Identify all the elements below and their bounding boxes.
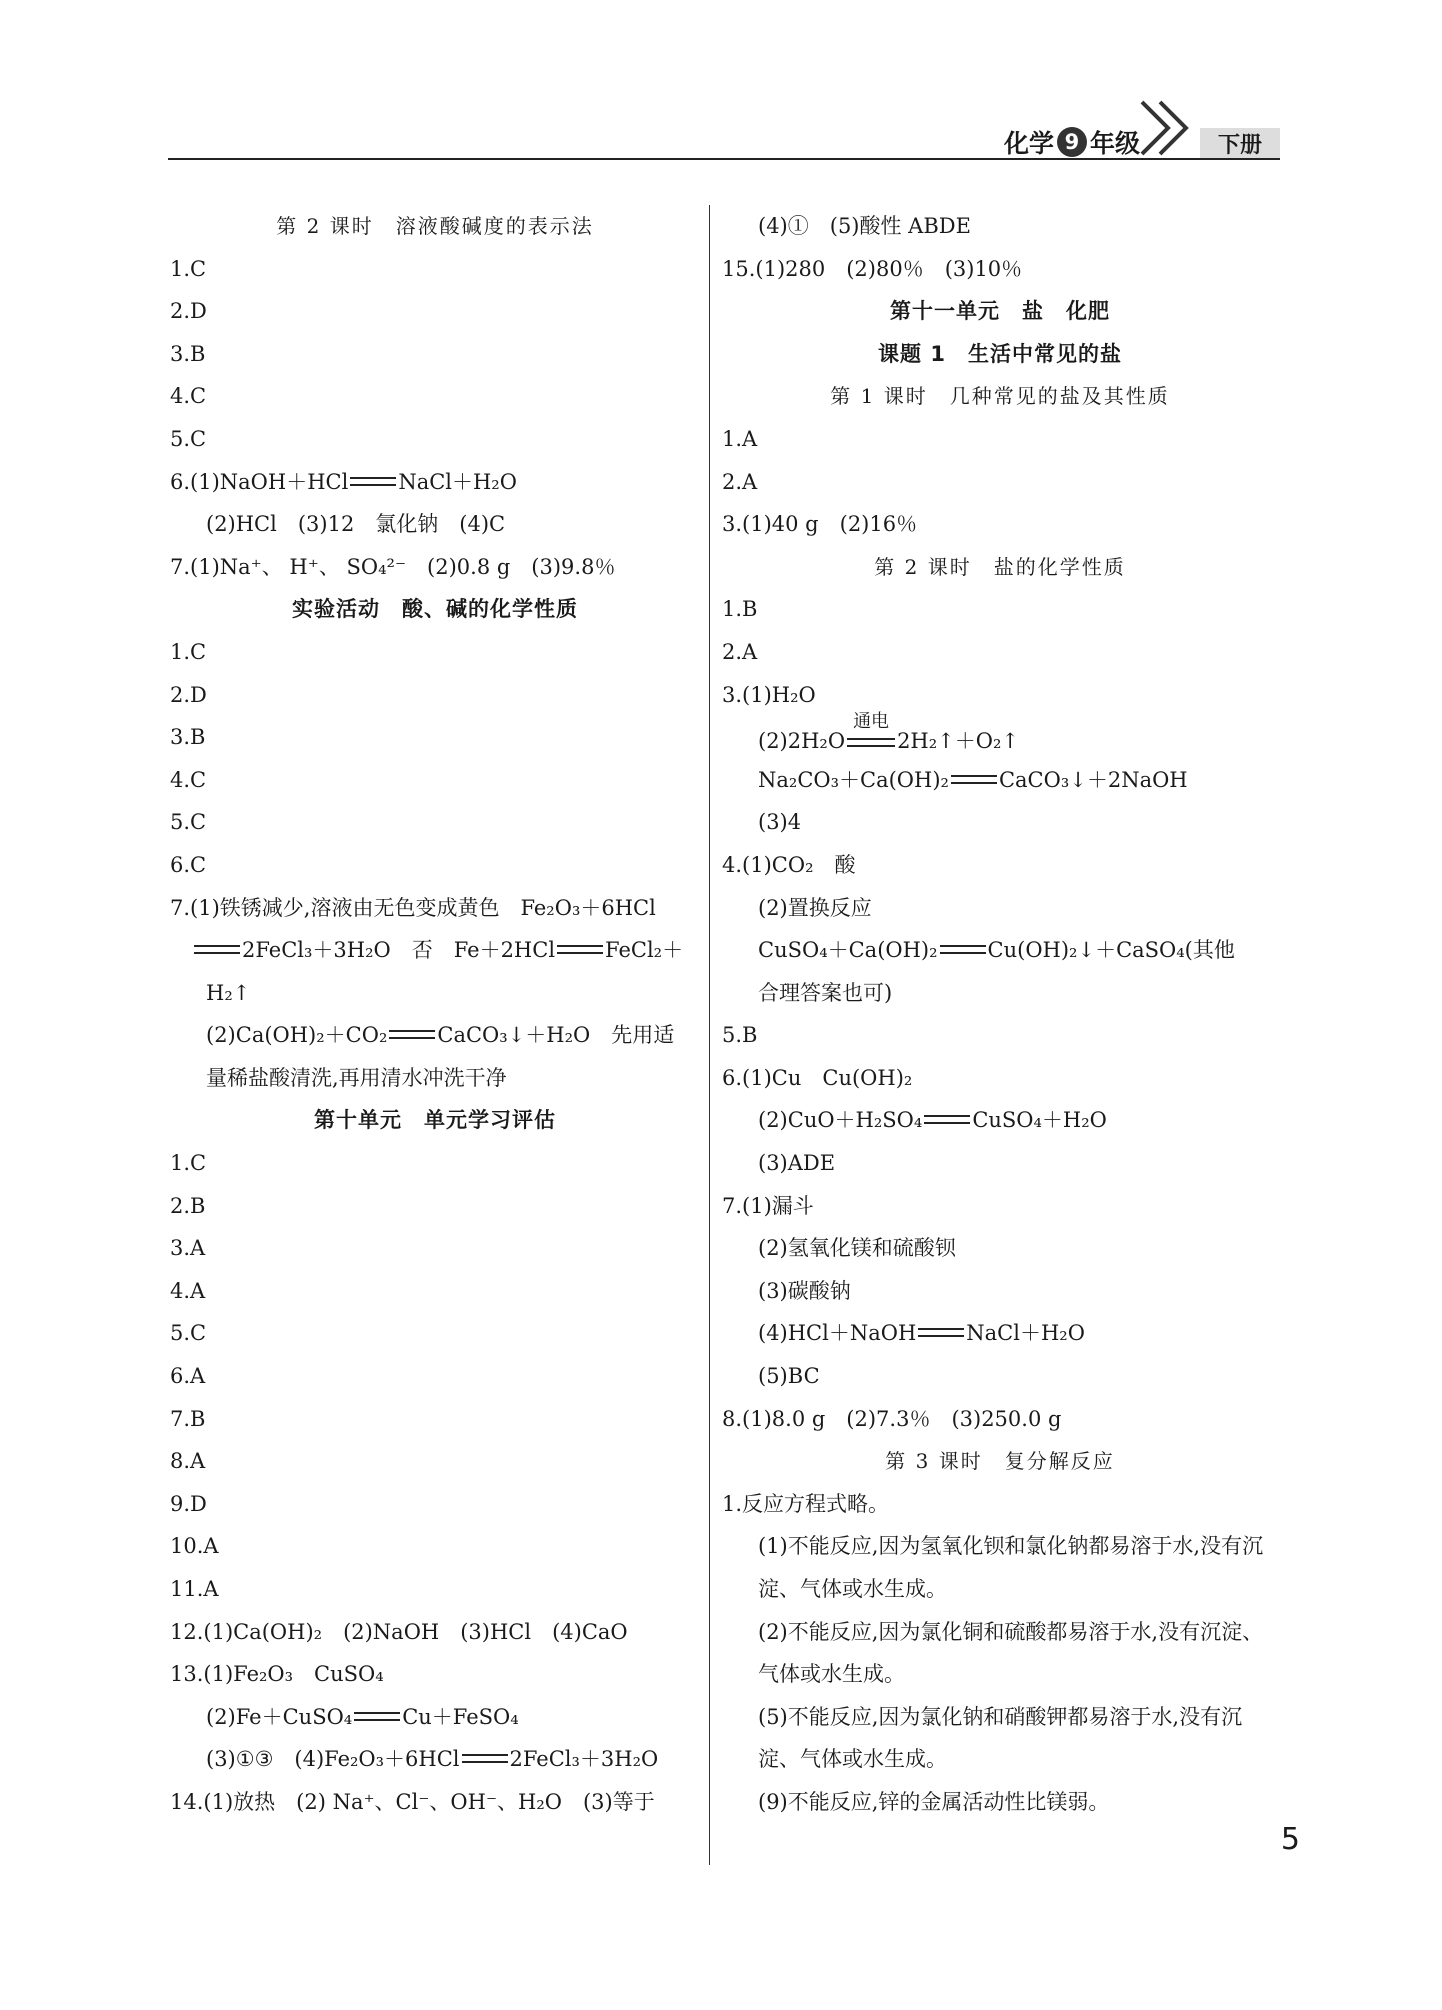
section-heading: 实验活动 酸、碱的化学性质 xyxy=(292,597,578,622)
header-rule xyxy=(168,158,1280,160)
answer-line: CuSO₄＋Ca(OH)₂ Cu(OH)₂↓＋CaSO₄(其他 xyxy=(758,938,1235,963)
answer-line: (2)Ca(OH)₂＋CO₂ CaCO₃↓＋H₂O 先用适 xyxy=(206,1023,675,1048)
answer-line: 2.B xyxy=(170,1193,206,1218)
answer-line: 5.B xyxy=(722,1023,758,1048)
answer-line: 7.B xyxy=(170,1406,206,1431)
answer-line: (2)置换反应 xyxy=(758,895,872,920)
grade-badge: 9 xyxy=(1057,127,1087,157)
answer-line: (2)CuO＋H₂SO₄ CuSO₄＋H₂O xyxy=(758,1108,1107,1133)
answer-line: 6.C xyxy=(170,852,207,877)
answer-line: (2)氢氧化镁和硫酸钡 xyxy=(758,1236,956,1261)
reaction-condition: 通电 xyxy=(853,711,890,733)
answer-line: 3.B xyxy=(170,341,206,366)
answer-line: 12.(1)Ca(OH)₂ (2)NaOH (3)HCl (4)CaO xyxy=(170,1619,628,1644)
answer-line: 8.(1)8.0 g (2)7.3％ (3)250.0 g xyxy=(722,1406,1062,1431)
answer-line: 2.D xyxy=(170,682,207,707)
answer-line: 3.B xyxy=(170,725,206,750)
answer-line: 4.A xyxy=(170,1278,206,1303)
answer-line: 4.C xyxy=(170,384,207,409)
answer-line: 1.反应方程式略。 xyxy=(722,1491,890,1516)
answer-line: (5)BC xyxy=(758,1364,820,1389)
answer-line: 1.C xyxy=(170,1151,207,1176)
page-number: 5 xyxy=(1280,1822,1300,1857)
double-chevron-icon xyxy=(1136,98,1198,160)
answer-line: 1.B xyxy=(722,597,758,622)
grade-label: 年级 xyxy=(1089,129,1140,158)
answer-line: Na₂CO₃＋Ca(OH)₂ CaCO₃↓＋2NaOH xyxy=(758,767,1188,792)
unit-heading: 第十一单元 盐 化肥 xyxy=(890,299,1110,324)
answer-line: 6.(1)Cu Cu(OH)₂ xyxy=(722,1065,913,1090)
lesson-title: 第 1 课时 几种常见的盐及其性质 xyxy=(830,384,1170,409)
answer-line: 2FeCl₃＋3H₂O 否 Fe＋2HCl FeCl₂＋ xyxy=(170,929,700,972)
answer-line: 3.(1)H₂O xyxy=(722,682,816,707)
answer-line: (3)碳酸钠 xyxy=(758,1278,851,1303)
answer-line: (2)HCl (3)12 氯化钠 (4)C xyxy=(206,512,506,537)
answer-paragraph: (2)不能反应,因为氯化铜和硫酸都易溶于水,没有沉淀、气体或水生成。 xyxy=(758,1619,1264,1687)
lesson-title: 第 2 课时 溶液酸碱度的表示法 xyxy=(276,214,594,238)
volume-label: 下册 xyxy=(1200,128,1280,158)
answer-line: (2)2H₂O 通电 2H₂↑＋O₂↑ xyxy=(758,711,1019,754)
answer-line: 8.A xyxy=(170,1449,206,1474)
answer-line: 1.A xyxy=(722,426,758,451)
answer-line: H₂↑ xyxy=(206,980,251,1005)
answer-line: 7.(1)铁锈减少,溶液由无色变成黄色 Fe₂O₃＋6HCl xyxy=(170,895,656,920)
answer-line: 11.A xyxy=(170,1577,219,1601)
answer-line: 2.A xyxy=(722,639,758,664)
answer-line: 9.D xyxy=(170,1491,207,1516)
answer-line: 7.(1)Na⁺、 H⁺、 SO₄²⁻ (2)0.8 g (3)9.8％ xyxy=(170,554,616,579)
answer-line: (4)HCl＋NaOH NaCl＋H₂O xyxy=(758,1321,1085,1346)
answer-line: 5.C xyxy=(170,426,207,451)
answer-line: 合理答案也可) xyxy=(758,980,893,1005)
page-header xyxy=(168,120,1280,160)
lesson-title: 第 3 课时 复分解反应 xyxy=(885,1449,1115,1474)
answer-line: 3.(1)40 g (2)16％ xyxy=(722,512,918,537)
section-heading: 第十单元 单元学习评估 xyxy=(314,1108,556,1133)
answer-paragraph: (5)不能反应,因为氯化钠和硝酸钾都易溶于水,没有沉淀、气体或水生成。 xyxy=(758,1704,1243,1772)
left-column xyxy=(170,205,700,1824)
answer-line: 13.(1)Fe₂O₃ CuSO₄ xyxy=(170,1662,384,1687)
answer-line: 2.D xyxy=(170,299,207,324)
answer-line: 14.(1)放热 (2) Na⁺、Cl⁻、OH⁻、H₂O (3)等于 xyxy=(170,1789,655,1814)
answer-line: 4.C xyxy=(170,767,207,792)
topic-heading: 课题 1 生活中常见的盐 xyxy=(878,341,1122,366)
answer-line: 7.(1)漏斗 xyxy=(722,1193,814,1218)
right-column xyxy=(722,205,1278,1824)
answer-line: (4)① (5)酸性 ABDE xyxy=(758,214,971,238)
answer-line: 2.A xyxy=(722,469,758,494)
column-divider xyxy=(709,205,710,1865)
answer-paragraph: (1)不能反应,因为氢氧化钡和氯化钠都易溶于水,没有沉淀、气体或水生成。 xyxy=(758,1534,1264,1601)
answer-line: 15.(1)280 (2)80％ (3)10％ xyxy=(722,256,1023,281)
answer-line: 量稀盐酸清洗,再用清水冲洗干净 xyxy=(206,1065,507,1090)
answer-line: 1.C xyxy=(170,256,207,281)
answer-line: 1.C xyxy=(170,639,207,664)
answer-line: 5.C xyxy=(170,810,207,835)
subject-label: 化学 xyxy=(1003,129,1054,158)
answer-line: (3)ADE xyxy=(758,1151,836,1176)
answer-line: 4.(1)CO₂ 酸 xyxy=(722,852,856,877)
answer-line: (2)Fe＋CuSO₄ Cu＋FeSO₄ xyxy=(206,1704,519,1729)
answer-line: 6.(1)NaOH＋HCl NaCl＋H₂O xyxy=(170,469,517,494)
answer-line: 6.A xyxy=(170,1364,206,1389)
answer-line: (3)①③ (4)Fe₂O₃＋6HCl 2FeCl₃＋3H₂O xyxy=(206,1747,659,1772)
answer-line: (9)不能反应,锌的金属活动性比镁弱。 xyxy=(758,1789,1110,1814)
answer-line: 10.A xyxy=(170,1534,219,1559)
book-title xyxy=(1004,124,1140,160)
lesson-title: 第 2 课时 盐的化学性质 xyxy=(874,554,1126,579)
answer-line: 5.C xyxy=(170,1321,207,1346)
answer-line: (3)4 xyxy=(758,810,802,835)
answer-line: 3.A xyxy=(170,1236,206,1261)
